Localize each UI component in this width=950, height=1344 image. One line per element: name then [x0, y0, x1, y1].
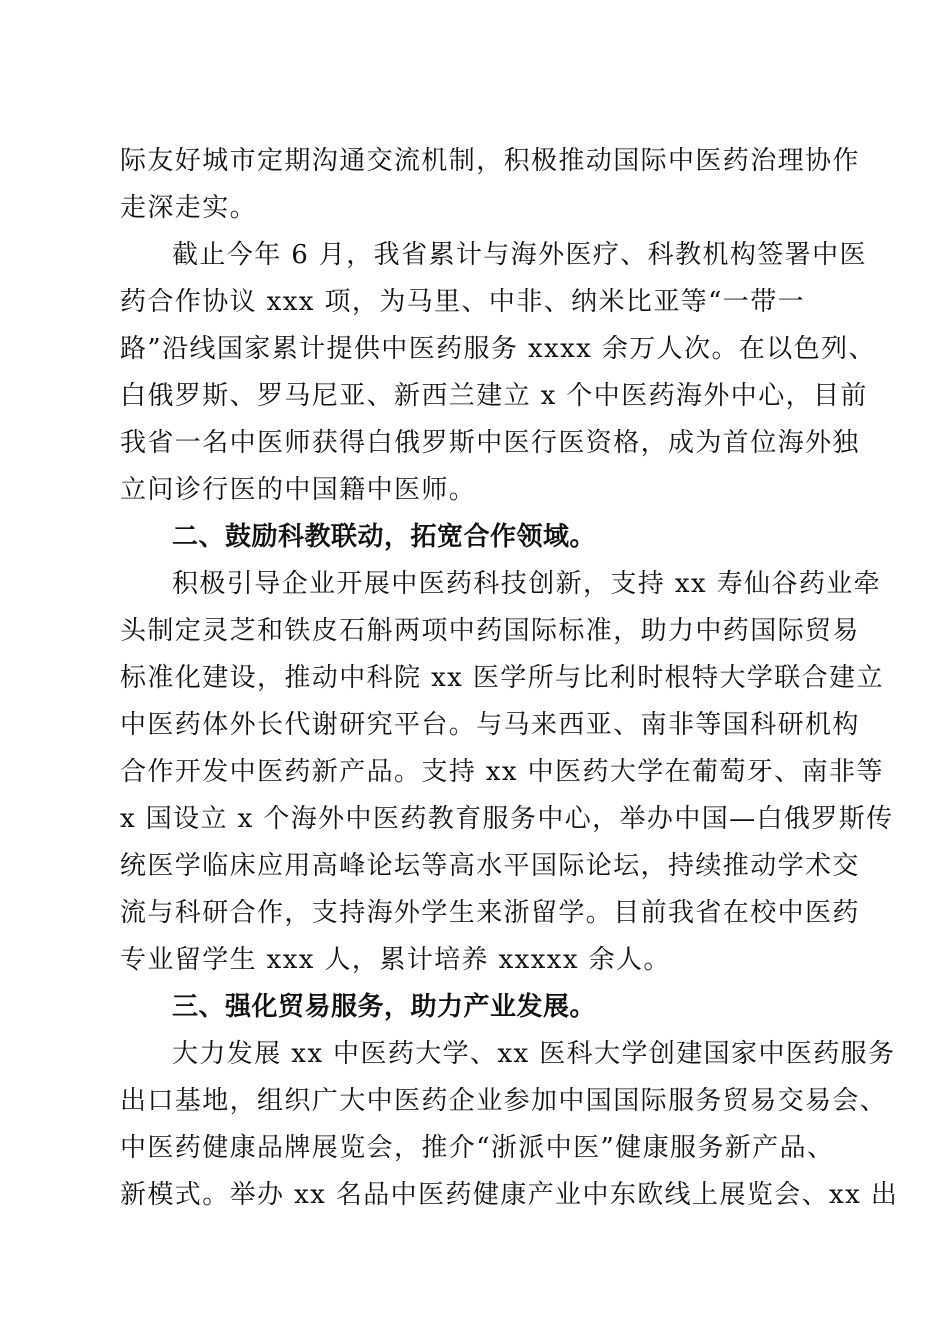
- section-heading-3: 三、强化贸易服务，助力产业发展。: [172, 992, 597, 1022]
- text-line: 头制定灵芝和铁皮石斛两项中药国际标准，助力中药国际贸易: [120, 616, 860, 646]
- section-heading-2: 二、鼓励科教联动，拓宽合作领域。: [172, 522, 597, 552]
- text-line: 统医学临床应用高峰论坛等高水平国际论坛，持续推动学术交: [120, 851, 860, 881]
- text-line: 药合作协议 xxx 项，为马里、中非、纳米比亚等“一带一: [120, 287, 806, 317]
- paragraph-start-line: 截止今年 6 月，我省累计与海外医疗、科教机构签署中医: [172, 240, 867, 270]
- text-line: 合作开发中医药新产品。支持 xx 中医药大学在葡萄牙、南非等: [120, 757, 884, 787]
- text-line: 新模式。举办 xx 名品中医药健康产业中东欧线上展览会、xx 出: [120, 1180, 899, 1210]
- paragraph-start-line: 大力发展 xx 中医药大学、xx 医科大学创建国家中医药服务: [172, 1039, 896, 1069]
- text-line: 专业留学生 xxx 人，累计培养 xxxxx 余人。: [120, 945, 671, 975]
- text-line: 立问诊行医的中国籍中医师。: [120, 475, 477, 505]
- text-line: x 国设立 x 个海外中医药教育服务中心，举办中国—白俄罗斯传: [120, 804, 894, 834]
- text-line: 际友好城市定期沟通交流机制，积极推动国际中医药治理协作: [120, 146, 860, 176]
- text-line: 流与科研合作，支持海外学生来浙留学。目前我省在校中医药: [120, 898, 860, 928]
- text-line: 中医药健康品牌展览会，推介“浙派中医”健康服务新产品、: [120, 1133, 835, 1163]
- paragraph-start-line: 积极引导企业开展中医药科技创新，支持 xx 寿仙谷药业牵: [172, 569, 882, 599]
- text-line: 走深走实。: [120, 193, 258, 223]
- text-line: 出口基地，组织广大中医药企业参加中国国际服务贸易交易会、: [120, 1086, 888, 1116]
- text-line: 我省一名中医师获得白俄罗斯中医行医资格，成为首位海外独: [120, 428, 860, 458]
- text-line: 标准化建设，推动中科院 xx 医学所与比利时根特大学联合建立: [120, 663, 884, 693]
- text-line: 路”沿线国家累计提供中医药服务 xxxx 余万人次。在以色列、: [120, 334, 876, 364]
- text-line: 中医药体外长代谢研究平台。与马来西亚、南非等国科研机构: [120, 710, 860, 740]
- text-line: 白俄罗斯、罗马尼亚、新西兰建立 x 个中医药海外中心，目前: [120, 381, 868, 411]
